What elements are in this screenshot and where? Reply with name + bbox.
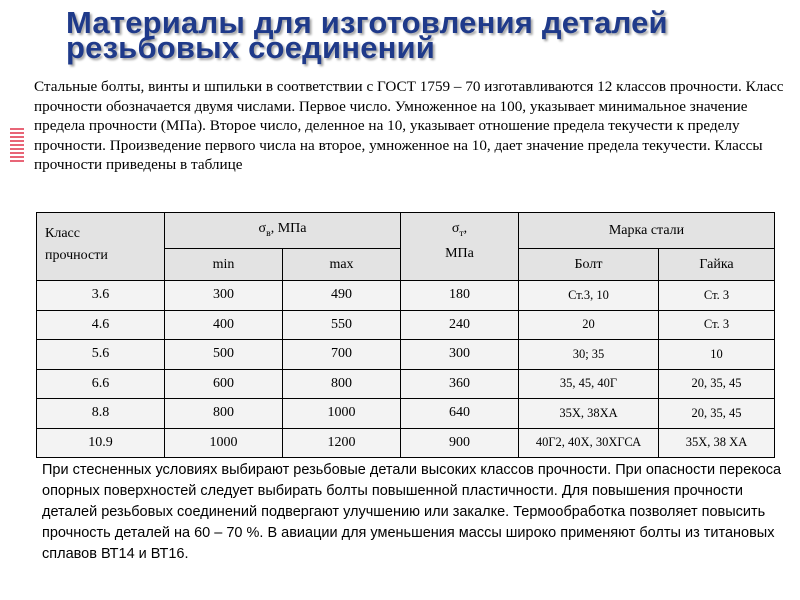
cell-class: 8.8 [37,399,165,429]
table-row [37,428,775,458]
cell-min: 600 [165,369,283,399]
intro-text: Стальные болты, винты и шпильки в соответствии с ГОСТ 1759 – 70 изготавливаются 12 классов прочности. Класс прочности обозначается двумя числами. Первое число. Умноженное на 100, указывает минимальное значение предела прочности (МПа). Второе число, деленное на 10, указывает отношение предела текучести к пределу прочности. Произведение первого числа на второе, умноженное на 10, дает значение предела текучести. Классы прочности приведены в таблице [34,78,784,173]
header-class-line-2: прочности [45,248,108,263]
cell-yield: 640 [401,399,519,429]
header-strength-class [37,213,165,281]
intro-paragraph [34,77,784,175]
cell-class: 10.9 [37,428,165,458]
cell-min: 1000 [165,428,283,458]
header-class-line-1: Класс [45,226,80,241]
cell-bolt-steel: Ст.3, 10 [519,281,659,311]
cell-yield: 900 [401,428,519,458]
cell-yield: 300 [401,340,519,370]
cell-nut-steel: 20, 35, 45 [659,399,775,429]
sigma-t-unit: МПа [445,245,474,261]
cell-max: 800 [283,369,401,399]
decorative-striped-bar [10,128,24,162]
cell-bolt-steel: 40Г2, 40Х, 30ХГСА [519,428,659,458]
cell-bolt-steel: 20 [519,310,659,340]
header-steel-grade: Марка стали [519,213,775,249]
slide-title [66,5,786,65]
sigma-t-symbol: σ [451,221,460,236]
header-tensile-strength [165,213,401,249]
slide-title-line-2: резьбовых соединений [66,30,436,65]
cell-max: 700 [283,340,401,370]
slide-title-line-1: Материалы для изготовления деталей [66,5,668,40]
cell-class: 4.6 [37,310,165,340]
sigma-v-unit: , МПа [270,221,307,236]
header-min: min [165,249,283,281]
table-row [37,310,775,340]
cell-nut-steel: Ст. 3 [659,310,775,340]
closing-text: При стесненных условиях выбирают резьбовые детали высоких классов прочности. При опасности перекоса опорных поверхностей следует выбирать болты повышенной пластичности. Для повышения прочности деталей резьбовых соединений подвергают улучшению или закалке. Термообработка позволяет повысить прочность деталей на 60 – 70 %. В авиации для уменьшения массы широко применяют болты из титановых сплавов ВТ14 и ВТ16. [42,462,782,562]
cell-yield: 240 [401,310,519,340]
cell-nut-steel: 35Х, 38 ХА [659,428,775,458]
cell-min: 500 [165,340,283,370]
cell-min: 400 [165,310,283,340]
cell-yield: 180 [401,281,519,311]
cell-max: 1000 [283,399,401,429]
sigma-t-subscript: т [459,227,464,239]
header-bolt: Болт [519,249,659,281]
sigma-v-symbol: σ [258,221,267,236]
table-row [37,340,775,370]
cell-max: 490 [283,281,401,311]
cell-max: 1200 [283,428,401,458]
table-row [37,399,775,429]
header-nut: Гайка [659,249,775,281]
closing-paragraph [42,460,787,565]
cell-nut-steel: Ст. 3 [659,281,775,311]
sigma-t-comma: , [463,221,468,236]
cell-bolt-steel: 35Х, 38ХА [519,399,659,429]
sigma-v-subscript: в [266,227,271,239]
table-row [37,369,775,399]
cell-nut-steel: 20, 35, 45 [659,369,775,399]
strength-class-table [36,212,775,458]
cell-nut-steel: 10 [659,340,775,370]
cell-yield: 360 [401,369,519,399]
cell-bolt-steel: 35, 45, 40Г [519,369,659,399]
cell-class: 6.6 [37,369,165,399]
cell-bolt-steel: 30; 35 [519,340,659,370]
cell-min: 800 [165,399,283,429]
cell-class: 5.6 [37,340,165,370]
cell-min: 300 [165,281,283,311]
cell-max: 550 [283,310,401,340]
header-max: max [283,249,401,281]
header-yield-strength [401,213,519,281]
cell-class: 3.6 [37,281,165,311]
table-row [37,281,775,311]
